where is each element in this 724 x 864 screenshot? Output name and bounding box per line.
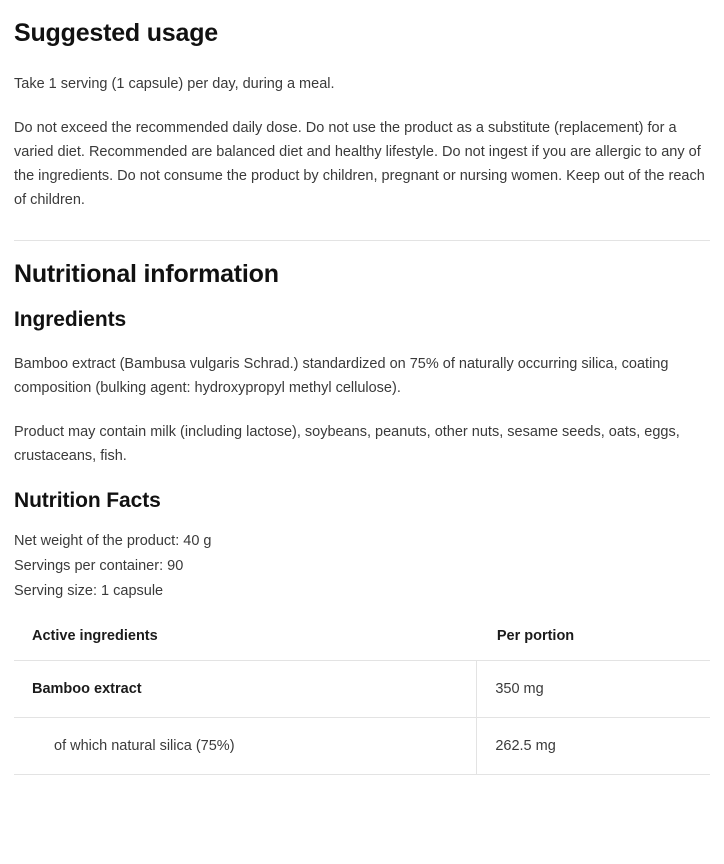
nutrition-facts-heading: Nutrition Facts: [14, 489, 161, 513]
spacer: [14, 400, 710, 420]
ingredients-paragraph-1: Bamboo extract (Bambusa vulgaris Schrad.) standardized on 75% of naturally occurring silica, coating composition (bulking agent: hydroxypropyl methyl cellulose).: [14, 356, 669, 397]
nutrition-facts-lines: [14, 529, 710, 604]
suggested-usage-heading: Suggested usage: [14, 19, 218, 47]
table-header-row: [14, 620, 710, 661]
spacer: [14, 332, 710, 352]
suggested-usage-paragraph-1: Take 1 serving (1 capsule) per day, during a meal.: [14, 76, 335, 92]
suggested-usage-paragraph-2: Do not exceed the recommended daily dose. Do not use the product as a substitute (replacement) for a varied diet. Recommended are balanced diet and healthy lifestyle. Do not ingest if you are allergic to any of the ingredients. Do not consume the product by children, pregnant or nursing women. Keep out of the reach of children.: [14, 120, 705, 208]
serving-size-line: Serving size: 1 capsule: [14, 583, 164, 600]
table-body: [14, 661, 710, 775]
spacer: [14, 289, 710, 307]
spacer: [14, 48, 710, 72]
table-row: [14, 661, 710, 718]
spacer: [14, 513, 710, 529]
nutrition-facts-table: [14, 620, 710, 775]
spacer: [14, 96, 710, 116]
column-header-active-ingredients: Active ingredients: [32, 628, 158, 645]
ingredient-name: of which natural silica (75%): [14, 718, 477, 775]
ingredient-name: Bamboo extract: [14, 661, 477, 718]
ingredient-value: 350 mg: [477, 661, 710, 718]
servings-per-container-line: Servings per container: 90: [14, 558, 184, 575]
net-weight-line: Net weight of the product: 40 g: [14, 533, 212, 550]
ingredients-paragraph-2: Product may contain milk (including lactose), soybeans, peanuts, other nuts, sesame seeds, oats, eggs, crustaceans, fish.: [14, 424, 680, 465]
nutritional-information-heading: Nutritional information: [14, 260, 279, 288]
table-row: [14, 718, 710, 775]
table-head: [14, 620, 710, 661]
ingredient-value: 262.5 mg: [477, 718, 710, 775]
column-header-per-portion: Per portion: [496, 628, 575, 645]
spacer: [14, 468, 710, 488]
ingredients-heading: Ingredients: [14, 308, 127, 331]
